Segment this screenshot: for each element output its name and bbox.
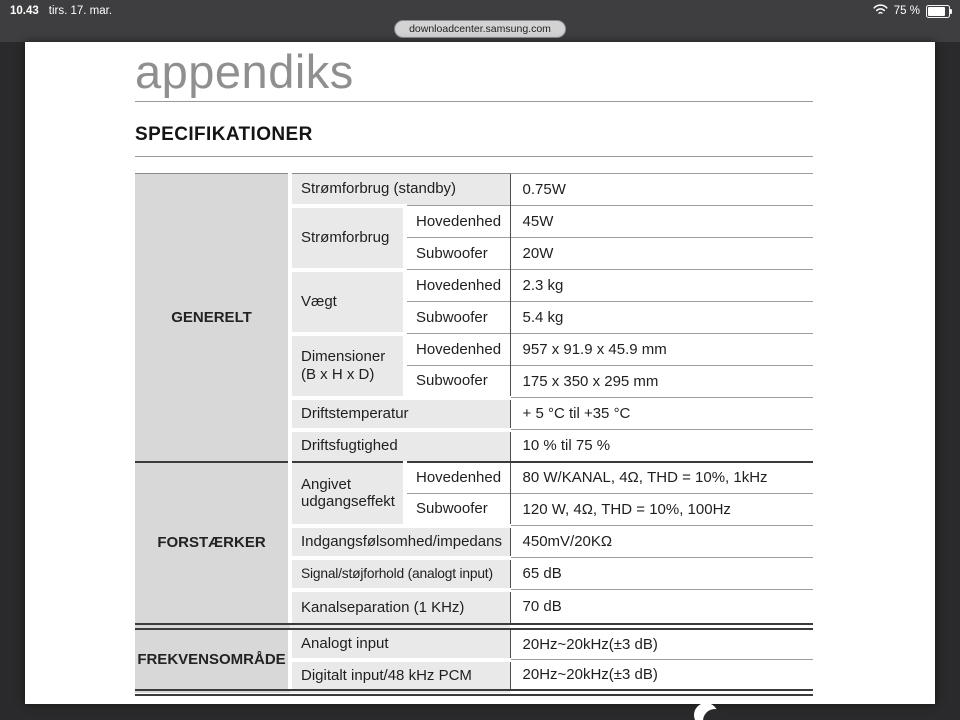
value-cell: 10 % til 75 % — [510, 430, 813, 462]
wifi-icon — [873, 4, 888, 18]
value-cell: 5.4 kg — [510, 302, 813, 334]
param-cell: Kanalseparation (1 KHz) — [290, 590, 510, 627]
value-cell: 20Hz~20kHz(±3 dB) — [510, 627, 813, 660]
value-cell: 957 x 91.9 x 45.9 mm — [510, 334, 813, 366]
document-page — [25, 42, 935, 704]
section-heading: SPECIFIKATIONER — [135, 124, 813, 157]
status-date: tirs. 17. mar. — [48, 5, 113, 17]
category-cell: FREKVENSOMRÅDE — [135, 627, 290, 693]
value-cell: 65 dB — [510, 558, 813, 590]
param-cell: Driftsfugtighed — [290, 430, 510, 462]
param-cell: Strømforbrug (standby) — [290, 174, 510, 206]
spec-table — [135, 173, 813, 696]
sub-label-cell: Hovedenhed — [405, 334, 510, 366]
param-cell: Signal/støjforhold (analogt input) — [290, 558, 510, 590]
status-time: 10.43 — [10, 5, 39, 17]
value-cell: 20W — [510, 238, 813, 270]
value-cell: 70 dB — [510, 590, 813, 627]
param-cell: Digitalt input/48 kHz PCM — [290, 660, 510, 693]
param-cell: Strømforbrug — [290, 206, 405, 270]
crescent-icon[interactable] — [694, 703, 722, 720]
value-cell: 120 W, 4Ω, THD = 10%, 100Hz — [510, 494, 813, 526]
sub-label-cell: Subwoofer — [405, 494, 510, 526]
category-cell: FORSTÆRKER — [135, 462, 290, 627]
value-cell: 80 W/KANAL, 4Ω, THD = 10%, 1kHz — [510, 462, 813, 494]
param-cell: Vægt — [290, 270, 405, 334]
battery-icon — [926, 5, 950, 18]
sub-label-cell: Subwoofer — [405, 238, 510, 270]
battery-percent: 75 % — [893, 5, 920, 17]
sub-label-cell: Hovedenhed — [405, 270, 510, 302]
address-bar[interactable]: downloadcenter.samsung.com — [394, 20, 566, 38]
param-cell: Indgangsfølsomhed/impedans — [290, 526, 510, 558]
param-cell: Angivet udgangseffekt — [290, 462, 405, 526]
value-cell: + 5 °C til +35 °C — [510, 398, 813, 430]
value-cell: 20Hz~20kHz(±3 dB) — [510, 660, 813, 693]
page-title: appendiks — [135, 48, 813, 102]
value-cell: 450mV/20KΩ — [510, 526, 813, 558]
param-cell: Analogt input — [290, 627, 510, 660]
value-cell: 2.3 kg — [510, 270, 813, 302]
param-cell: Dimensioner (B x H x D) — [290, 334, 405, 398]
value-cell: 45W — [510, 206, 813, 238]
sub-label-cell: Hovedenhed — [405, 462, 510, 494]
sub-label-cell: Hovedenhed — [405, 206, 510, 238]
status-bar — [0, 0, 960, 22]
value-cell: 0.75W — [510, 174, 813, 206]
category-cell: GENERELT — [135, 174, 290, 462]
value-cell: 175 x 350 x 295 mm — [510, 366, 813, 398]
browser-chrome — [0, 0, 960, 42]
param-cell: Driftstemperatur — [290, 398, 510, 430]
sub-label-cell: Subwoofer — [405, 366, 510, 398]
sub-label-cell: Subwoofer — [405, 302, 510, 334]
